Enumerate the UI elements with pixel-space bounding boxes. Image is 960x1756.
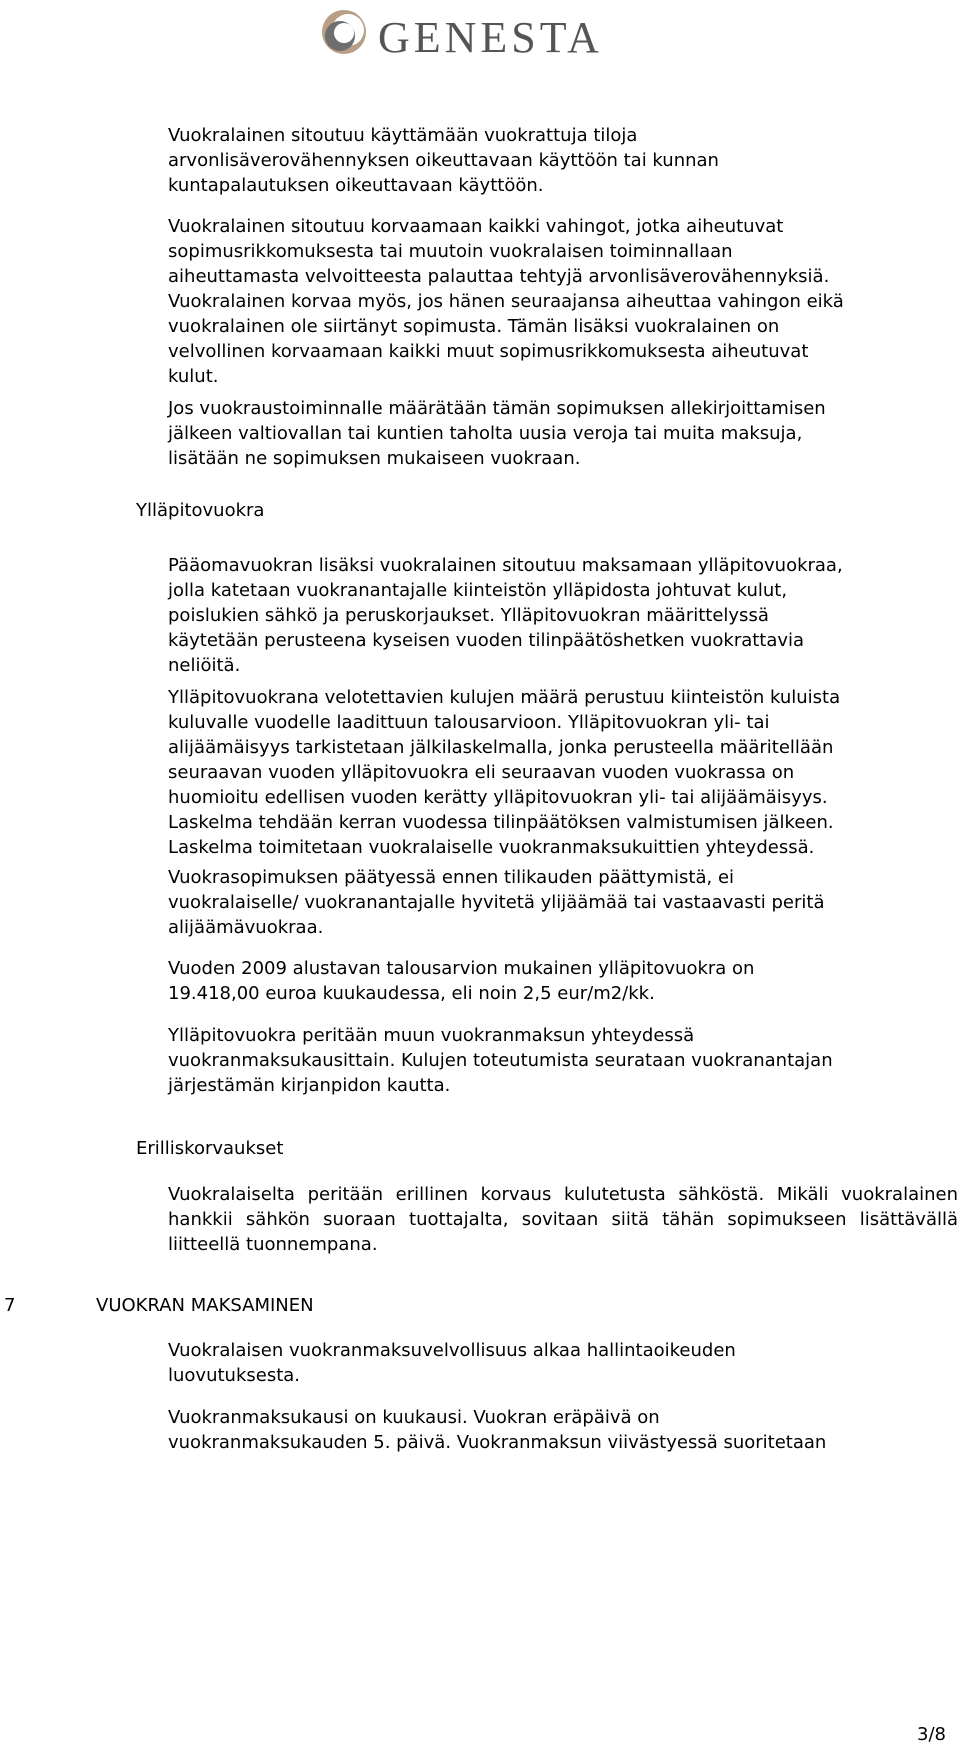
paragraph-rent-collection: Ylläpitovuokra peritään muun vuokranmaksun yhteydessä vuokranmaksukausittain. Kulujen toteutumista seurataan vuokranantajan järjestämän kirjanpidon kautta.: [168, 1025, 833, 1096]
page-number: 3/8: [917, 1724, 946, 1745]
paragraph-maintenance-rent: Pääomavuokran lisäksi vuokralainen sitoutuu maksamaan ylläpitovuokraa, jolla katetaan vuokranantajalle kiinteistön ylläpidosta johtuvat kulut, poislukien sähkö ja peruskorjaukset. Ylläpitovuokran määrittelyssä käytetään perusteena kyseisen vuoden tilinpäätöshetken vuokrattavia neliöitä.: [168, 555, 843, 676]
paragraph-rent-obligation: Vuokralaisen vuokranmaksuvelvollisuus alkaa hallintaoikeuden luovutuksesta.: [168, 1340, 736, 1386]
heading-yllapitovuokra: Ylläpitovuokra: [136, 500, 265, 521]
paragraph-budget-rent: Vuoden 2009 alustavan talousarvion mukainen ylläpitovuokra on 19.418,00 euroa kuukaudessa, eli noin 2,5 eur/m2/kk.: [168, 958, 755, 1004]
paragraph-electricity: Vuokralaiselta peritään erillinen korvaus kulutetusta sähköstä. Mikäli vuokralainen hankkii sähkön suoraan tuottajalta, sovitaan siitä tähän sopimukseen lisättävällä liitteellä tuonnempana.: [168, 1184, 958, 1255]
paragraph-vat-use: Vuokralainen sitoutuu käyttämään vuokrattuja tiloja arvonlisäverovähennyksen oikeuttavaan käyttöön tai kunnan kuntapalautuksen oikeuttavaan käyttöön.: [168, 125, 719, 196]
logo-wordmark: GENESTA: [378, 13, 603, 60]
paragraph-damages: Vuokralainen sitoutuu korvaamaan kaikki vahingot, jotka aiheutuvat sopimusrikkomuksesta tai muutoin vuokralaisen toiminnallaan aiheuttamasta velvoitteesta palauttaa tehtyjä arvonlisäverovähennyksiä. Vuokralainen korvaa myös, jos hänen seuraajansa aiheuttaa vahingon eikä vuokralainen ole siirtänyt sopimusta. Tämän lisäksi vuokralainen on velvollinen korvaamaan kaikki muut sopimusrikkomuksesta aiheutuvat kulut.: [168, 216, 844, 387]
section-number: 7: [4, 1295, 16, 1316]
paragraph-new-taxes: Jos vuokraustoiminnalle määrätään tämän sopimuksen allekirjoittamisen jälkeen valtiovallan tai kuntien taholta uusia veroja tai muita maksuja, lisätään ne sopimuksen mukaiseen vuokraan.: [168, 398, 826, 469]
paragraph-rent-period: Vuokranmaksukausi on kuukausi. Vuokran eräpäivä on vuokranmaksukauden 5. päivä. Vuokranmaksun viivästyessä suoritetaan: [168, 1407, 827, 1453]
section-title: VUOKRAN MAKSAMINEN: [96, 1295, 314, 1316]
paragraph-contract-end: Vuokrasopimuksen päätyessä ennen tilikauden päättymistä, ei vuokralaiselle/ vuokranantajalle hyvitetä ylijäämää tai vastaavasti peritä alijäämävuokraa.: [168, 867, 825, 938]
paragraph-maintenance-costs: Ylläpitovuokrana velotettavien kulujen määrä perustuu kiinteistön kuluista kuluvalle vuodelle laadittuun talousarvioon. Ylläpitovuokran yli- tai alijäämäisyys tarkistetaan jälkilaskelmalla, jonka perusteella määritellään seuraavan vuoden ylläpitovuokra eli seuraavan vuoden vuokrassa on huomioitu edellisen vuoden kerätty ylläpitovuokran yli- tai alijäämäisyys. Laskelma tehdään kerran vuodessa tilinpäätöksen valmistumisen jälkeen. Laskelma toimitetaan vuokralaiselle vuokranmaksukuittien yhteydessä.: [168, 687, 841, 858]
heading-erilliskorvaukset: Erilliskorvaukset: [136, 1138, 284, 1159]
genesta-logo: [312, 6, 712, 60]
